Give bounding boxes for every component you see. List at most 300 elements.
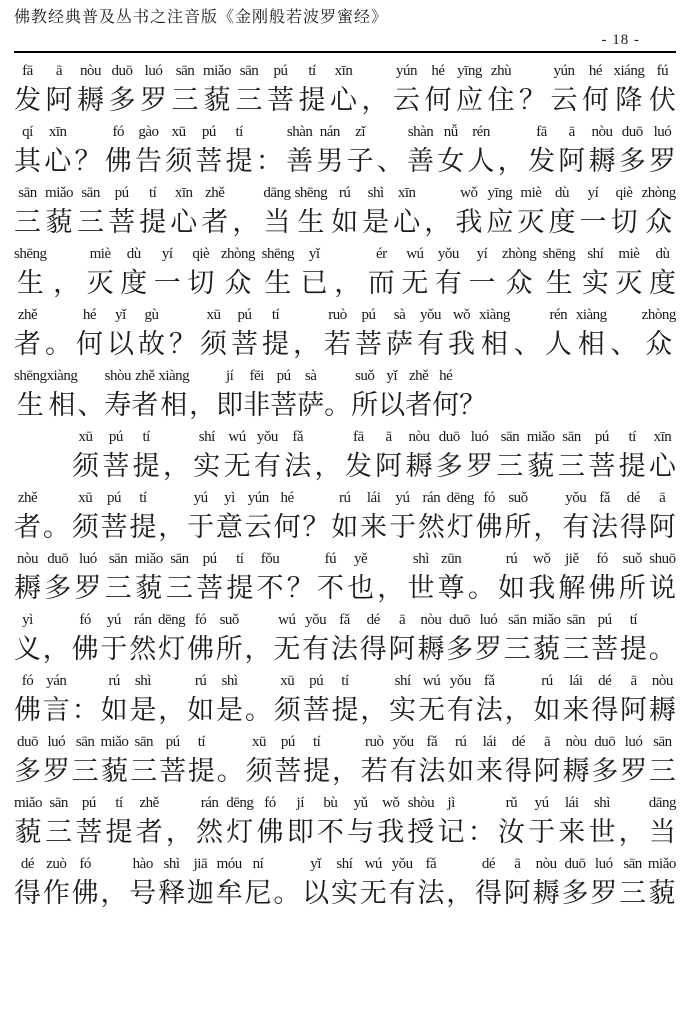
- hanzi-character: 三: [503, 634, 531, 664]
- ruby-cell: [120, 245, 147, 302]
- hanzi-character: 菩: [302, 695, 330, 725]
- ruby-cell: [195, 123, 222, 180]
- hanzi-character: 实: [581, 268, 609, 298]
- ruby-cell: [139, 184, 166, 241]
- hanzi-character: ？: [169, 329, 196, 359]
- hanzi-character: 众: [224, 268, 252, 298]
- pinyin-annotation: suǒ: [354, 368, 375, 384]
- hanzi-character: 灭: [517, 207, 545, 237]
- ruby-cell: [562, 733, 589, 790]
- pinyin-annotation: rán: [200, 795, 219, 811]
- pinyin-annotation: fǎ: [425, 856, 437, 872]
- pinyin-annotation: bù: [323, 795, 338, 811]
- ruby-cell: [332, 733, 359, 790]
- hanzi-character: 者: [131, 390, 159, 420]
- pinyin-annotation: wú: [278, 612, 296, 628]
- ruby-cell: [14, 733, 41, 790]
- pinyin-annotation: ā: [385, 429, 392, 445]
- pinyin-annotation: xū: [280, 673, 295, 689]
- ruby-cell: [315, 428, 342, 485]
- pinyin-annotation: fā: [352, 429, 364, 445]
- pinyin-annotation: yí: [587, 185, 599, 201]
- hanzi-character: 降: [615, 85, 643, 115]
- hanzi-character: 有: [388, 878, 416, 908]
- pinyin-annotation: zhě: [17, 490, 38, 506]
- pinyin-annotation: gù: [144, 307, 159, 323]
- pinyin-annotation: yǒu: [305, 612, 327, 628]
- pinyin-annotation: wú: [228, 429, 246, 445]
- hanzi-character: 。: [45, 329, 72, 359]
- ruby-cell: [377, 550, 404, 607]
- pinyin-annotation: yě: [353, 551, 368, 567]
- hanzi-character: 实: [330, 878, 358, 908]
- hanzi-character: 已: [300, 268, 328, 298]
- ruby-cell: [360, 855, 387, 912]
- hanzi-character: 佛: [256, 817, 284, 847]
- hanzi-character: 度: [120, 268, 148, 298]
- pinyin-annotation: duō: [594, 734, 616, 750]
- pinyin-annotation: nòu: [80, 63, 101, 79]
- hanzi-character: 萨: [297, 390, 325, 420]
- pinyin-annotation: miè: [618, 246, 640, 262]
- hanzi-character: 心: [170, 207, 198, 237]
- hanzi-character: 菩: [195, 146, 223, 176]
- pinyin-annotation: zhě: [408, 368, 429, 384]
- pinyin-annotation: hé: [280, 490, 294, 506]
- pinyin-annotation: ā: [544, 734, 551, 750]
- ruby-cell: [591, 672, 618, 729]
- pinyin-annotation: tí: [629, 612, 638, 628]
- ruby-cell: [498, 550, 525, 607]
- hanzi-character: 即: [286, 817, 314, 847]
- pinyin-annotation: yú: [534, 795, 549, 811]
- hanzi-character: ，: [232, 207, 260, 237]
- ruby-cell: [169, 306, 196, 363]
- ruby-cell: [591, 611, 618, 668]
- hanzi-character: 多: [446, 634, 474, 664]
- ruby-cell: [246, 733, 273, 790]
- ruby-cell: [14, 550, 41, 607]
- hanzi-character: 得: [619, 512, 647, 542]
- pinyin-annotation: fú: [324, 551, 337, 567]
- pinyin-annotation: rú: [194, 673, 207, 689]
- ruby-cell: [582, 62, 609, 119]
- pinyin-annotation: dé: [511, 734, 525, 750]
- hanzi-character: 无: [223, 451, 251, 481]
- ruby-cell: [188, 733, 215, 790]
- ruby-cell: [274, 733, 301, 790]
- text-line: [14, 546, 676, 607]
- ruby-cell: [486, 184, 513, 241]
- pinyin-annotation: fó: [79, 856, 91, 872]
- hanzi-character: 善: [407, 146, 435, 176]
- ruby-cell: [287, 550, 314, 607]
- ruby-cell: [476, 672, 503, 729]
- hanzi-character: 然: [129, 634, 157, 664]
- pinyin-annotation: sān: [500, 429, 520, 445]
- ruby-cell: [163, 428, 190, 485]
- ruby-cell: [273, 611, 300, 668]
- pinyin-annotation: yǒu: [256, 429, 278, 445]
- pinyin-annotation: wú: [406, 246, 424, 262]
- pinyin-annotation: tí: [628, 429, 636, 445]
- pinyin-annotation: fǎ: [292, 429, 304, 445]
- ruby-cell: [534, 733, 561, 790]
- hanzi-character: 多: [561, 878, 589, 908]
- hanzi-character: 佛: [475, 512, 503, 542]
- pinyin-annotation: pú: [276, 368, 291, 384]
- ruby-cell: [136, 794, 163, 851]
- pinyin-annotation: jiě: [565, 551, 579, 567]
- ruby-cell: [447, 489, 474, 546]
- page-header: [14, 8, 676, 49]
- ruby-cell: [468, 550, 495, 607]
- pinyin-annotation: sà: [304, 368, 317, 384]
- hanzi-character: ，: [360, 695, 388, 725]
- hanzi-character: 藐: [14, 817, 42, 847]
- pinyin-annotation: rú: [541, 673, 553, 689]
- pinyin-annotation: lái: [569, 673, 583, 689]
- pinyin-annotation: fǒu: [260, 551, 280, 567]
- hanzi-character: 来: [476, 756, 503, 786]
- pinyin-annotation: yǐ: [308, 246, 320, 262]
- ruby-cell: [614, 62, 645, 119]
- ruby-cell: [232, 184, 259, 241]
- ruby-cell: [108, 184, 135, 241]
- pinyin-annotation: sān: [566, 612, 586, 628]
- hanzi-character: ，: [100, 878, 128, 908]
- ruby-cell: [187, 672, 214, 729]
- hanzi-character: 耨: [77, 85, 104, 115]
- hanzi-character: 相: [160, 390, 188, 420]
- ruby-cell: [221, 245, 255, 302]
- hanzi-character: 云: [244, 512, 272, 542]
- hanzi-character: 多: [44, 573, 72, 603]
- pinyin-annotation: pú: [237, 307, 252, 323]
- ruby-cell: [101, 672, 128, 729]
- ruby-cell: [649, 611, 676, 668]
- ruby-cell: [135, 123, 162, 180]
- ruby-cell: [588, 428, 615, 485]
- ruby-cell: [303, 672, 330, 729]
- pinyin-annotation: nán: [319, 124, 340, 140]
- ruby-cell: [43, 733, 70, 790]
- pinyin-annotation: rán: [422, 490, 441, 506]
- page-number: - 18 -: [601, 32, 640, 48]
- pinyin-annotation: ā: [568, 124, 575, 140]
- ruby-cell: [245, 672, 272, 729]
- hanzi-character: 于: [187, 512, 215, 542]
- ruby-cell: [129, 489, 156, 546]
- ruby-cell: [263, 184, 290, 241]
- ruby-cell: [437, 123, 464, 180]
- pinyin-annotation: tí: [235, 124, 243, 140]
- hanzi-character: 灯: [158, 634, 186, 664]
- ruby-cell: [468, 794, 495, 851]
- ruby-cell: [297, 367, 324, 424]
- pinyin-annotation: ní: [252, 856, 264, 872]
- ruby-cell: [187, 489, 214, 546]
- hanzi-character: ？: [74, 146, 102, 176]
- ruby-cell: [43, 672, 70, 729]
- pinyin-annotation: suǒ: [622, 551, 642, 567]
- hanzi-character: 耨: [405, 451, 433, 481]
- ruby-cell: [286, 123, 313, 180]
- hanzi-character: 提: [226, 573, 254, 603]
- hanzi-character: 不: [316, 817, 344, 847]
- ruby-cell: [424, 184, 451, 241]
- ruby-cell: [562, 489, 589, 546]
- pinyin-annotation: fó: [194, 612, 207, 628]
- pinyin-annotation: zhòng: [220, 246, 256, 262]
- hanzi-character: 非: [243, 390, 271, 420]
- hanzi-character: 人: [544, 329, 572, 359]
- hanzi-character: 有: [446, 695, 474, 725]
- ruby-cell: [187, 245, 214, 302]
- scripture-lines: [14, 53, 676, 912]
- hanzi-character: 。: [244, 695, 272, 725]
- pinyin-annotation: zhě: [139, 795, 159, 811]
- pinyin-annotation: wǒ: [382, 795, 400, 811]
- hanzi-character: ？: [459, 390, 487, 420]
- pinyin-annotation: tí: [271, 307, 280, 323]
- ruby-cell: [418, 733, 445, 790]
- ruby-cell: [588, 123, 615, 180]
- pinyin-annotation: nòu: [17, 551, 38, 567]
- hanzi-character: 然: [196, 817, 224, 847]
- ruby-cell: [591, 489, 618, 546]
- hanzi-character: 所: [215, 634, 243, 664]
- ruby-cell: [649, 550, 676, 607]
- hanzi-character: ：: [467, 817, 495, 847]
- pinyin-annotation: yí: [476, 246, 488, 262]
- hanzi-character: 当: [648, 817, 676, 847]
- pinyin-annotation: yǒu: [449, 673, 471, 689]
- pinyin-annotation: zhě: [17, 307, 38, 323]
- hanzi-character: 三: [130, 756, 158, 786]
- ruby-cell: [106, 794, 133, 851]
- ruby-cell: [418, 489, 445, 546]
- pinyin-annotation: shēng: [14, 246, 47, 262]
- ruby-cell: [377, 123, 404, 180]
- pinyin-annotation: duō: [111, 63, 133, 79]
- pinyin-annotation: rǔ: [505, 795, 518, 811]
- pinyin-annotation: yǒu: [437, 246, 459, 262]
- pinyin-annotation: yǒu: [391, 856, 413, 872]
- pinyin-annotation: hé: [431, 63, 445, 79]
- ruby-cell: [302, 611, 329, 668]
- ruby-cell: [331, 672, 358, 729]
- text-line: [14, 485, 676, 546]
- ruby-cell: [302, 489, 329, 546]
- hanzi-character: 提: [619, 634, 647, 664]
- ruby-cell: [543, 245, 576, 302]
- ruby-cell: [245, 855, 272, 912]
- pinyin-annotation: miè: [520, 185, 542, 201]
- pinyin-annotation: fǎ: [426, 734, 438, 750]
- hanzi-character: 多: [618, 146, 646, 176]
- hanzi-character: 众: [505, 268, 533, 298]
- pinyin-annotation: sān: [170, 551, 189, 567]
- ruby-cell: [100, 733, 128, 790]
- hanzi-character: ？: [286, 573, 314, 603]
- hanzi-character: 法: [284, 451, 312, 481]
- hanzi-character: 所: [504, 512, 532, 542]
- ruby-cell: [528, 123, 555, 180]
- hanzi-character: ，: [331, 756, 359, 786]
- ruby-cell: [533, 672, 560, 729]
- hanzi-character: 我: [455, 207, 483, 237]
- pinyin-annotation: ér: [375, 246, 387, 262]
- hanzi-character: 女: [437, 146, 465, 176]
- ruby-cell: [580, 184, 607, 241]
- pinyin-annotation: jiā: [193, 856, 208, 872]
- hanzi-character: 即: [216, 390, 244, 420]
- hanzi-character: 何: [273, 512, 301, 542]
- pinyin-annotation: tí: [341, 673, 349, 689]
- ruby-cell: [649, 123, 676, 180]
- hanzi-character: 须: [72, 451, 99, 481]
- hanzi-character: 三: [77, 207, 105, 237]
- pinyin-annotation: pú: [361, 307, 376, 323]
- pinyin-annotation: miǎo: [532, 612, 561, 628]
- pinyin-annotation: shēng: [261, 246, 295, 262]
- text-line: [14, 58, 676, 119]
- hanzi-character: ，: [497, 146, 525, 176]
- pinyin-annotation: pú: [165, 734, 180, 750]
- hanzi-character: 多: [435, 451, 463, 481]
- hanzi-character: 义: [14, 634, 41, 664]
- ruby-cell: [649, 489, 676, 546]
- hanzi-character: 耨: [562, 756, 590, 786]
- hanzi-character: 有: [417, 329, 444, 359]
- hanzi-character: 菩: [270, 390, 298, 420]
- hanzi-character: 法: [475, 695, 503, 725]
- hanzi-character: 多: [14, 756, 41, 786]
- hanzi-character: 。: [216, 756, 244, 786]
- ruby-cell: [159, 733, 186, 790]
- hanzi-character: 佛: [71, 878, 99, 908]
- pinyin-annotation: shì: [367, 185, 384, 201]
- pinyin-annotation: pú: [201, 124, 216, 140]
- ruby-cell: [360, 489, 387, 546]
- hanzi-character: 是: [129, 695, 157, 725]
- hanzi-character: 罗: [466, 451, 494, 481]
- hanzi-character: 如: [498, 573, 525, 603]
- hanzi-character: 菩: [75, 817, 103, 847]
- hanzi-character: 灯: [446, 512, 474, 542]
- pinyin-annotation: xīn: [174, 185, 193, 201]
- hanzi-character: 无: [359, 878, 387, 908]
- ruby-cell: [405, 428, 432, 485]
- pinyin-annotation: yǒu: [420, 307, 441, 323]
- ruby-cell: [331, 611, 358, 668]
- text-line: [14, 363, 676, 424]
- ruby-cell: [649, 428, 676, 485]
- ruby-cell: [301, 245, 328, 302]
- hanzi-character: 心: [393, 207, 421, 237]
- hanzi-character: 世: [588, 817, 616, 847]
- hanzi-character: 阿: [388, 634, 416, 664]
- hanzi-character: 者: [135, 817, 163, 847]
- pinyin-annotation: zūn: [441, 551, 462, 567]
- ruby-cell: [262, 306, 289, 363]
- hanzi-character: ，: [293, 329, 320, 359]
- ruby-cell: [257, 794, 284, 851]
- pinyin-annotation: pú: [309, 673, 324, 689]
- pinyin-annotation: sān: [623, 856, 642, 872]
- hanzi-character: 三: [235, 85, 263, 115]
- pinyin-annotation: lái: [482, 734, 497, 750]
- pinyin-annotation: fó: [21, 673, 34, 689]
- hanzi-character: 有: [389, 756, 417, 786]
- ruby-cell: [14, 611, 41, 668]
- pinyin-annotation: dé: [481, 856, 496, 872]
- ruby-cell: [236, 62, 263, 119]
- hanzi-character: 相: [577, 329, 605, 359]
- hanzi-character: ，: [618, 817, 646, 847]
- hanzi-character: 多: [108, 85, 136, 115]
- ruby-cell: [231, 306, 258, 363]
- hanzi-character: ，: [446, 878, 474, 908]
- ruby-cell: [351, 367, 378, 424]
- pinyin-annotation: tí: [236, 551, 244, 567]
- pinyin-annotation: dēng: [157, 612, 186, 628]
- ruby-cell: [324, 367, 351, 424]
- hanzi-character: 其: [14, 146, 41, 176]
- ruby-cell: [273, 855, 300, 912]
- ruby-cell: [347, 794, 374, 851]
- ruby-cell: [589, 550, 616, 607]
- pinyin-annotation: shēng: [294, 185, 328, 201]
- hanzi-character: 得: [504, 756, 532, 786]
- hanzi-character: 相: [48, 390, 76, 420]
- hanzi-character: 阿: [620, 695, 648, 725]
- hanzi-character: 也: [347, 573, 375, 603]
- pinyin-annotation: tí: [142, 429, 150, 445]
- hanzi-character: 佛: [588, 573, 616, 603]
- pinyin-annotation: yǐ: [115, 307, 126, 323]
- pinyin-annotation: shí: [394, 673, 411, 689]
- hanzi-character: 故: [138, 329, 165, 359]
- ruby-cell: [611, 306, 638, 363]
- pinyin-annotation: nòu: [565, 734, 587, 750]
- hanzi-character: 若: [360, 756, 388, 786]
- pinyin-annotation: xīn: [653, 429, 672, 445]
- pinyin-annotation: dāng: [648, 795, 676, 811]
- pinyin-annotation: tí: [197, 734, 206, 750]
- ruby-cell: [528, 550, 555, 607]
- pinyin-annotation: ā: [514, 856, 521, 872]
- pinyin-annotation: wú: [364, 856, 382, 872]
- hanzi-character: 藐: [533, 634, 561, 664]
- ruby-cell: [46, 62, 73, 119]
- ruby-cell: [87, 245, 114, 302]
- ruby-cell: [44, 550, 71, 607]
- pinyin-annotation: miǎo: [526, 429, 555, 445]
- hanzi-character: 耨: [532, 878, 560, 908]
- hanzi-character: 何: [432, 390, 460, 420]
- ruby-cell: [438, 550, 465, 607]
- hanzi-character: ？: [302, 512, 330, 542]
- hanzi-character: 菩: [108, 207, 136, 237]
- pinyin-annotation: fó: [596, 551, 608, 567]
- hanzi-character: 来: [562, 695, 590, 725]
- ruby-cell: [302, 855, 329, 912]
- hanzi-character: 阿: [503, 878, 531, 908]
- pinyin-annotation: móu: [216, 856, 242, 872]
- ruby-cell: [438, 794, 465, 851]
